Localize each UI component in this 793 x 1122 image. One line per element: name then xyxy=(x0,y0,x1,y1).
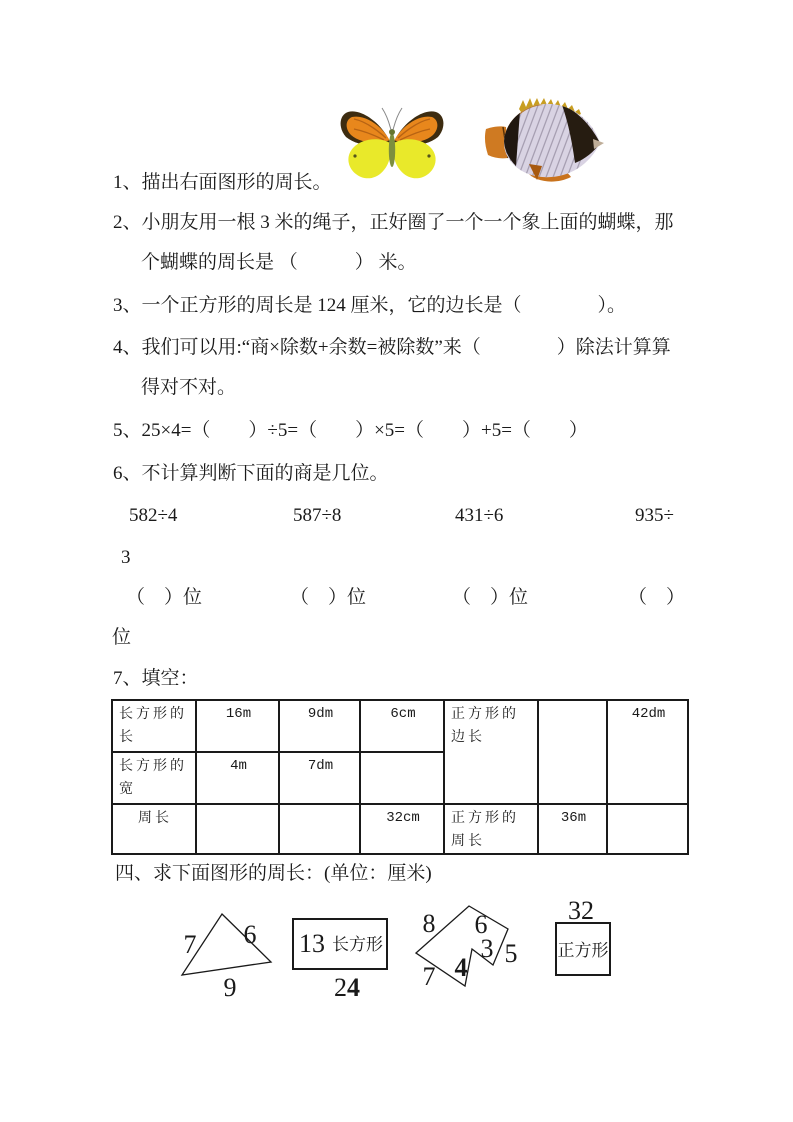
perimeter-shapes xyxy=(150,890,630,1030)
table-cell: 9dm xyxy=(279,700,360,752)
answer-blank-wrap: 位 xyxy=(112,627,132,648)
triangle-side-label: 9 xyxy=(223,973,237,1002)
division-expression-wrap: 3 xyxy=(121,547,131,568)
table-cell: 长方形的长 xyxy=(112,700,196,752)
table-cell xyxy=(196,804,279,854)
table-cell: 周长 xyxy=(112,804,196,854)
question-7: 7、填空： xyxy=(113,668,199,689)
triangle-side-label: 6 xyxy=(243,920,257,949)
question-2-line-1: 2、小朋友用一根 3 米的绳子，正好圈了一个一个象上面的蝴蝶，那 xyxy=(113,212,674,233)
table-cell: 36m xyxy=(538,804,607,854)
polygon-side-label: 6 xyxy=(474,910,488,939)
answer-blank: （ ）位 xyxy=(290,587,367,608)
answer-blank: （ ）位 xyxy=(452,587,529,608)
fill-in-table xyxy=(111,699,689,855)
triangle-side-label: 7 xyxy=(183,930,197,959)
polygon-side-label: 5 xyxy=(504,939,518,968)
polygon-side-label: 4 xyxy=(454,953,468,982)
division-expression: 582÷4 xyxy=(129,505,178,526)
table-cell: 长方形的宽 xyxy=(112,752,196,804)
answer-blank: （ ） xyxy=(628,587,686,608)
polygon-side-label: 7 xyxy=(422,962,436,991)
question-3: 3、一个正方形的周长是 124 厘米，它的边长是（ ）。 xyxy=(113,295,627,316)
table-cell xyxy=(360,752,444,804)
table-cell: 7dm xyxy=(279,752,360,804)
question-6: 6、不计算判断下面的商是几位。 xyxy=(113,463,389,484)
division-expression: 431÷6 xyxy=(455,505,504,526)
rectangle-name-label: 长方形 xyxy=(332,935,383,954)
section-4-title: 四、求下面图形的周长：(单位：厘米) xyxy=(115,863,432,884)
table-cell: 32cm xyxy=(360,804,444,854)
question-1: 1、描出右面图形的周长。 xyxy=(113,172,332,193)
table-cell xyxy=(279,804,360,854)
butterfly-image xyxy=(336,97,448,185)
table-cell: 42dm xyxy=(607,700,688,804)
question-2-line-2: 个蝴蝶的周长是 （ ） 米。 xyxy=(141,252,417,273)
table-cell: 4m xyxy=(196,752,279,804)
division-expression: 935÷ xyxy=(635,505,674,526)
table-cell: 正方形的边长 xyxy=(444,700,538,804)
table-cell xyxy=(607,804,688,854)
rectangle-side-label: 13 xyxy=(299,929,325,958)
square-name-label: 正方形 xyxy=(557,941,609,960)
polygon-side-label: 3 xyxy=(480,934,494,963)
fish-image xyxy=(483,96,607,186)
question-4-line-2: 得对不对。 xyxy=(141,377,237,398)
polygon-side-label: 8 xyxy=(422,909,436,938)
division-expression: 587÷8 xyxy=(293,505,342,526)
rectangle-bottom-label: 24 xyxy=(334,973,360,1002)
table-cell xyxy=(538,700,607,804)
question-5: 5、25×4=（ ）÷5=（ ）×5=（ ）+5=（ ） xyxy=(113,420,588,441)
question-4-line-1: 4、我们可以用:“商×除数+余数=被除数”来（ ）除法计算算 xyxy=(113,337,671,358)
answer-blank: （ ）位 xyxy=(126,587,203,608)
table-cell: 6cm xyxy=(360,700,444,752)
table-cell: 16m xyxy=(196,700,279,752)
table-cell: 正方形的周长 xyxy=(444,804,538,854)
square-top-label: 32 xyxy=(568,896,594,925)
